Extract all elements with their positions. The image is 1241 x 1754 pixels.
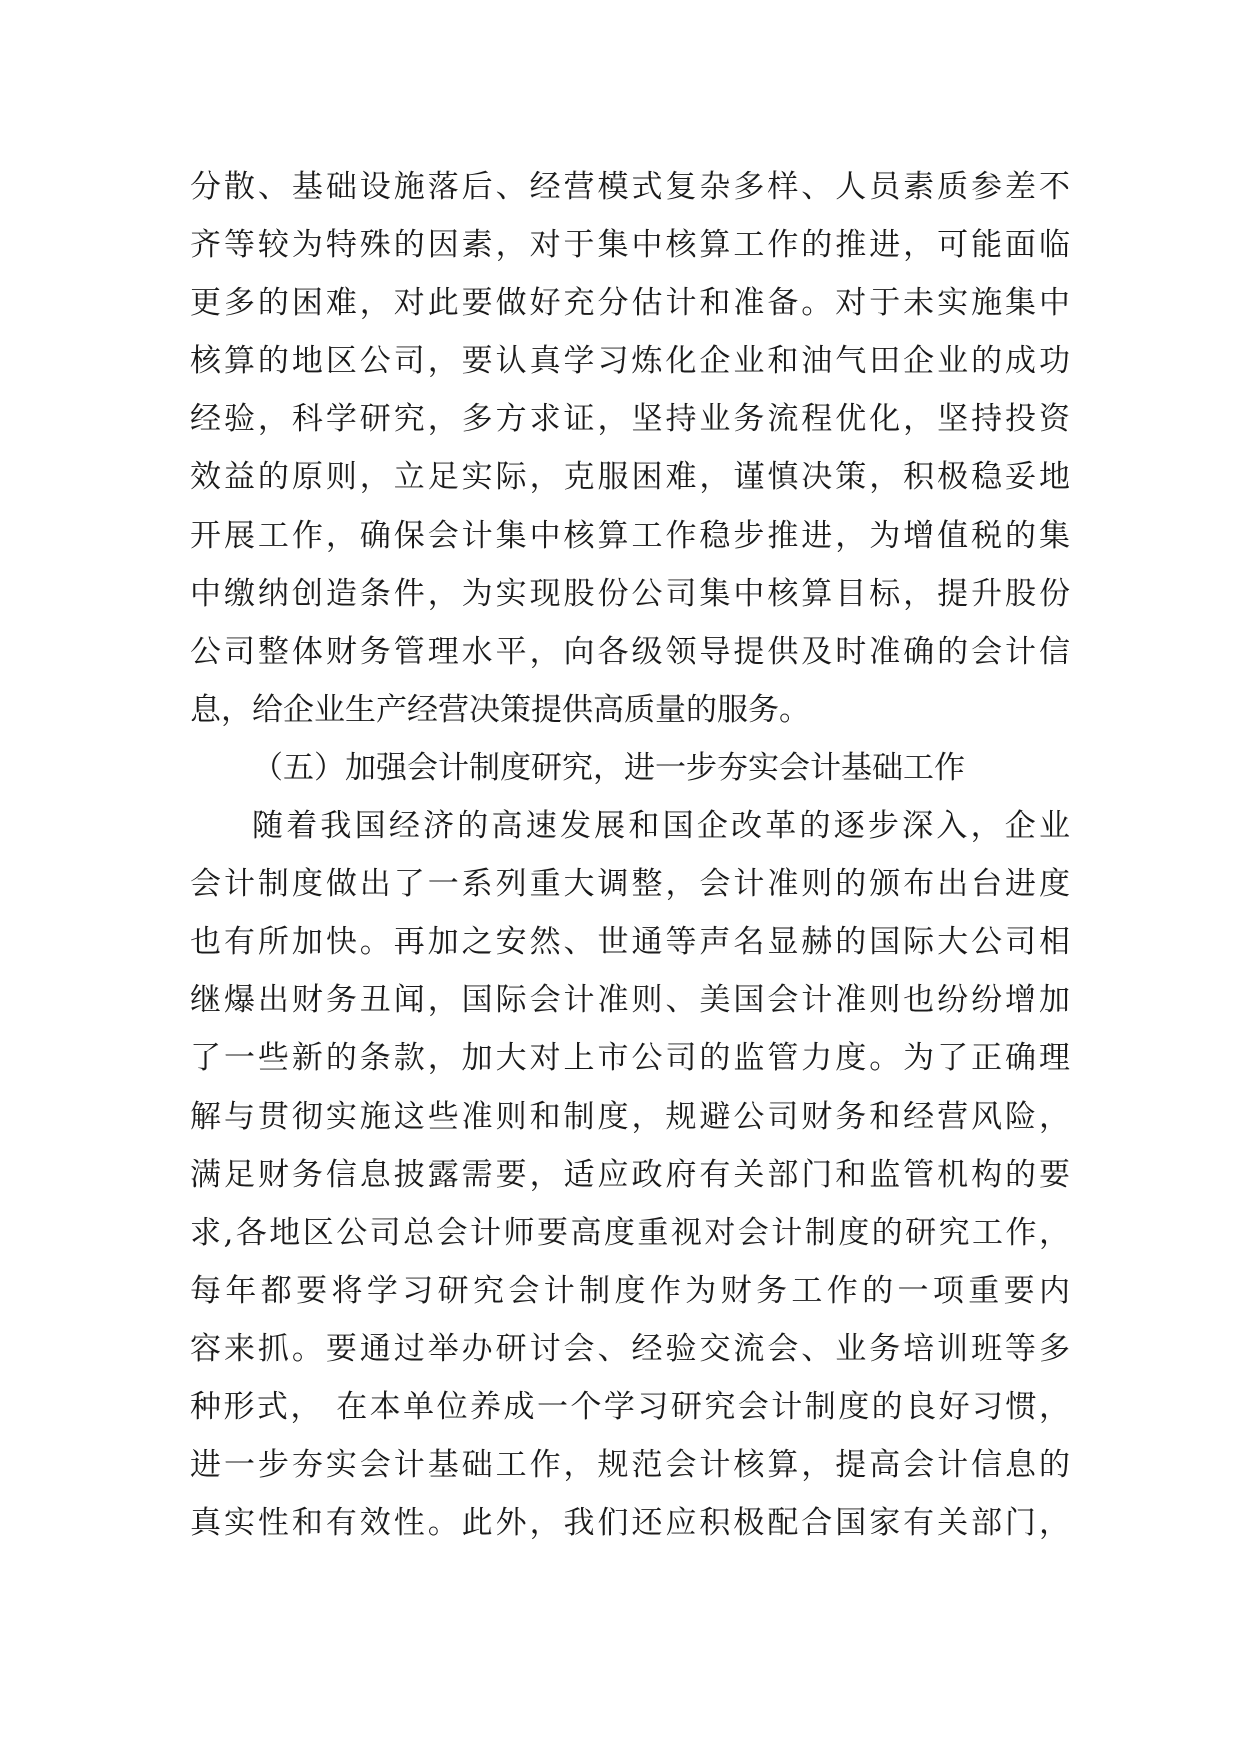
text-line: 更多的困难，对此要做好充分估计和准备。对于未实施集中 <box>190 285 1070 322</box>
section-heading: （五）加强会计制度研究，进一步夯实会计基础工作 <box>252 749 965 786</box>
text-line: 真实性和有效性。此外，我们还应积极配合国家有关部门， <box>190 1505 1070 1542</box>
text-line: 开展工作，确保会计集中核算工作稳步推进，为增值税的集 <box>190 517 1070 554</box>
text-line: 公司整体财务管理水平，向各级领导提供及时准确的会计信 <box>190 633 1070 670</box>
text-line: 了一些新的条款，加大对上市公司的监管力度。为了正确理 <box>190 1040 1070 1077</box>
text-line: 中缴纳创造条件，为实现股份公司集中核算目标，提升股份 <box>190 575 1070 612</box>
text-line: 容来抓。要通过举办研讨会、经验交流会、业务培训班等多 <box>190 1330 1070 1367</box>
text-line: 种形式， 在本单位养成一个学习研究会计制度的良好习惯， <box>190 1388 1070 1425</box>
text-line: 进一步夯实会计基础工作，规范会计核算，提高会计信息的 <box>190 1447 1070 1484</box>
text-line: 也有所加快。再加之安然、世通等声名显赫的国际大公司相 <box>190 924 1070 961</box>
text-line: 继爆出财务丑闻，国际会计准则、美国会计准则也纷纷增加 <box>190 982 1070 1019</box>
body-text <box>190 158 1070 1552</box>
text-line: 求,各地区公司总会计师要高度重视对会计制度的研究工作， <box>190 1214 1070 1251</box>
text-line: 效益的原则，立足实际，克服困难，谨慎决策，积极稳妥地 <box>190 459 1070 496</box>
text-line: 核算的地区公司，要认真学习炼化企业和油气田企业的成功 <box>190 343 1070 380</box>
text-line: 齐等较为特殊的因素，对于集中核算工作的推进，可能面临 <box>190 227 1070 264</box>
paragraph-first-line: 随着我国经济的高速发展和国企改革的逐步深入，企业 <box>252 808 1070 845</box>
text-line: 经验，科学研究，多方求证，坚持业务流程优化，坚持投资 <box>190 401 1070 438</box>
text-line: 会计制度做出了一系列重大调整，会计准则的颁布出台进度 <box>190 866 1070 903</box>
paragraph-end-line: 息，给企业生产经营决策提供高质量的服务。 <box>190 691 810 728</box>
text-line: 解与贯彻实施这些准则和制度，规避公司财务和经营风险， <box>190 1098 1070 1135</box>
text-line: 满足财务信息披露需要，适应政府有关部门和监管机构的要 <box>190 1156 1070 1193</box>
text-line: 分散、基础设施落后、经营模式复杂多样、人员素质参差不 <box>190 169 1070 205</box>
text-line: 每年都要将学习研究会计制度作为财务工作的一项重要内 <box>190 1272 1070 1309</box>
